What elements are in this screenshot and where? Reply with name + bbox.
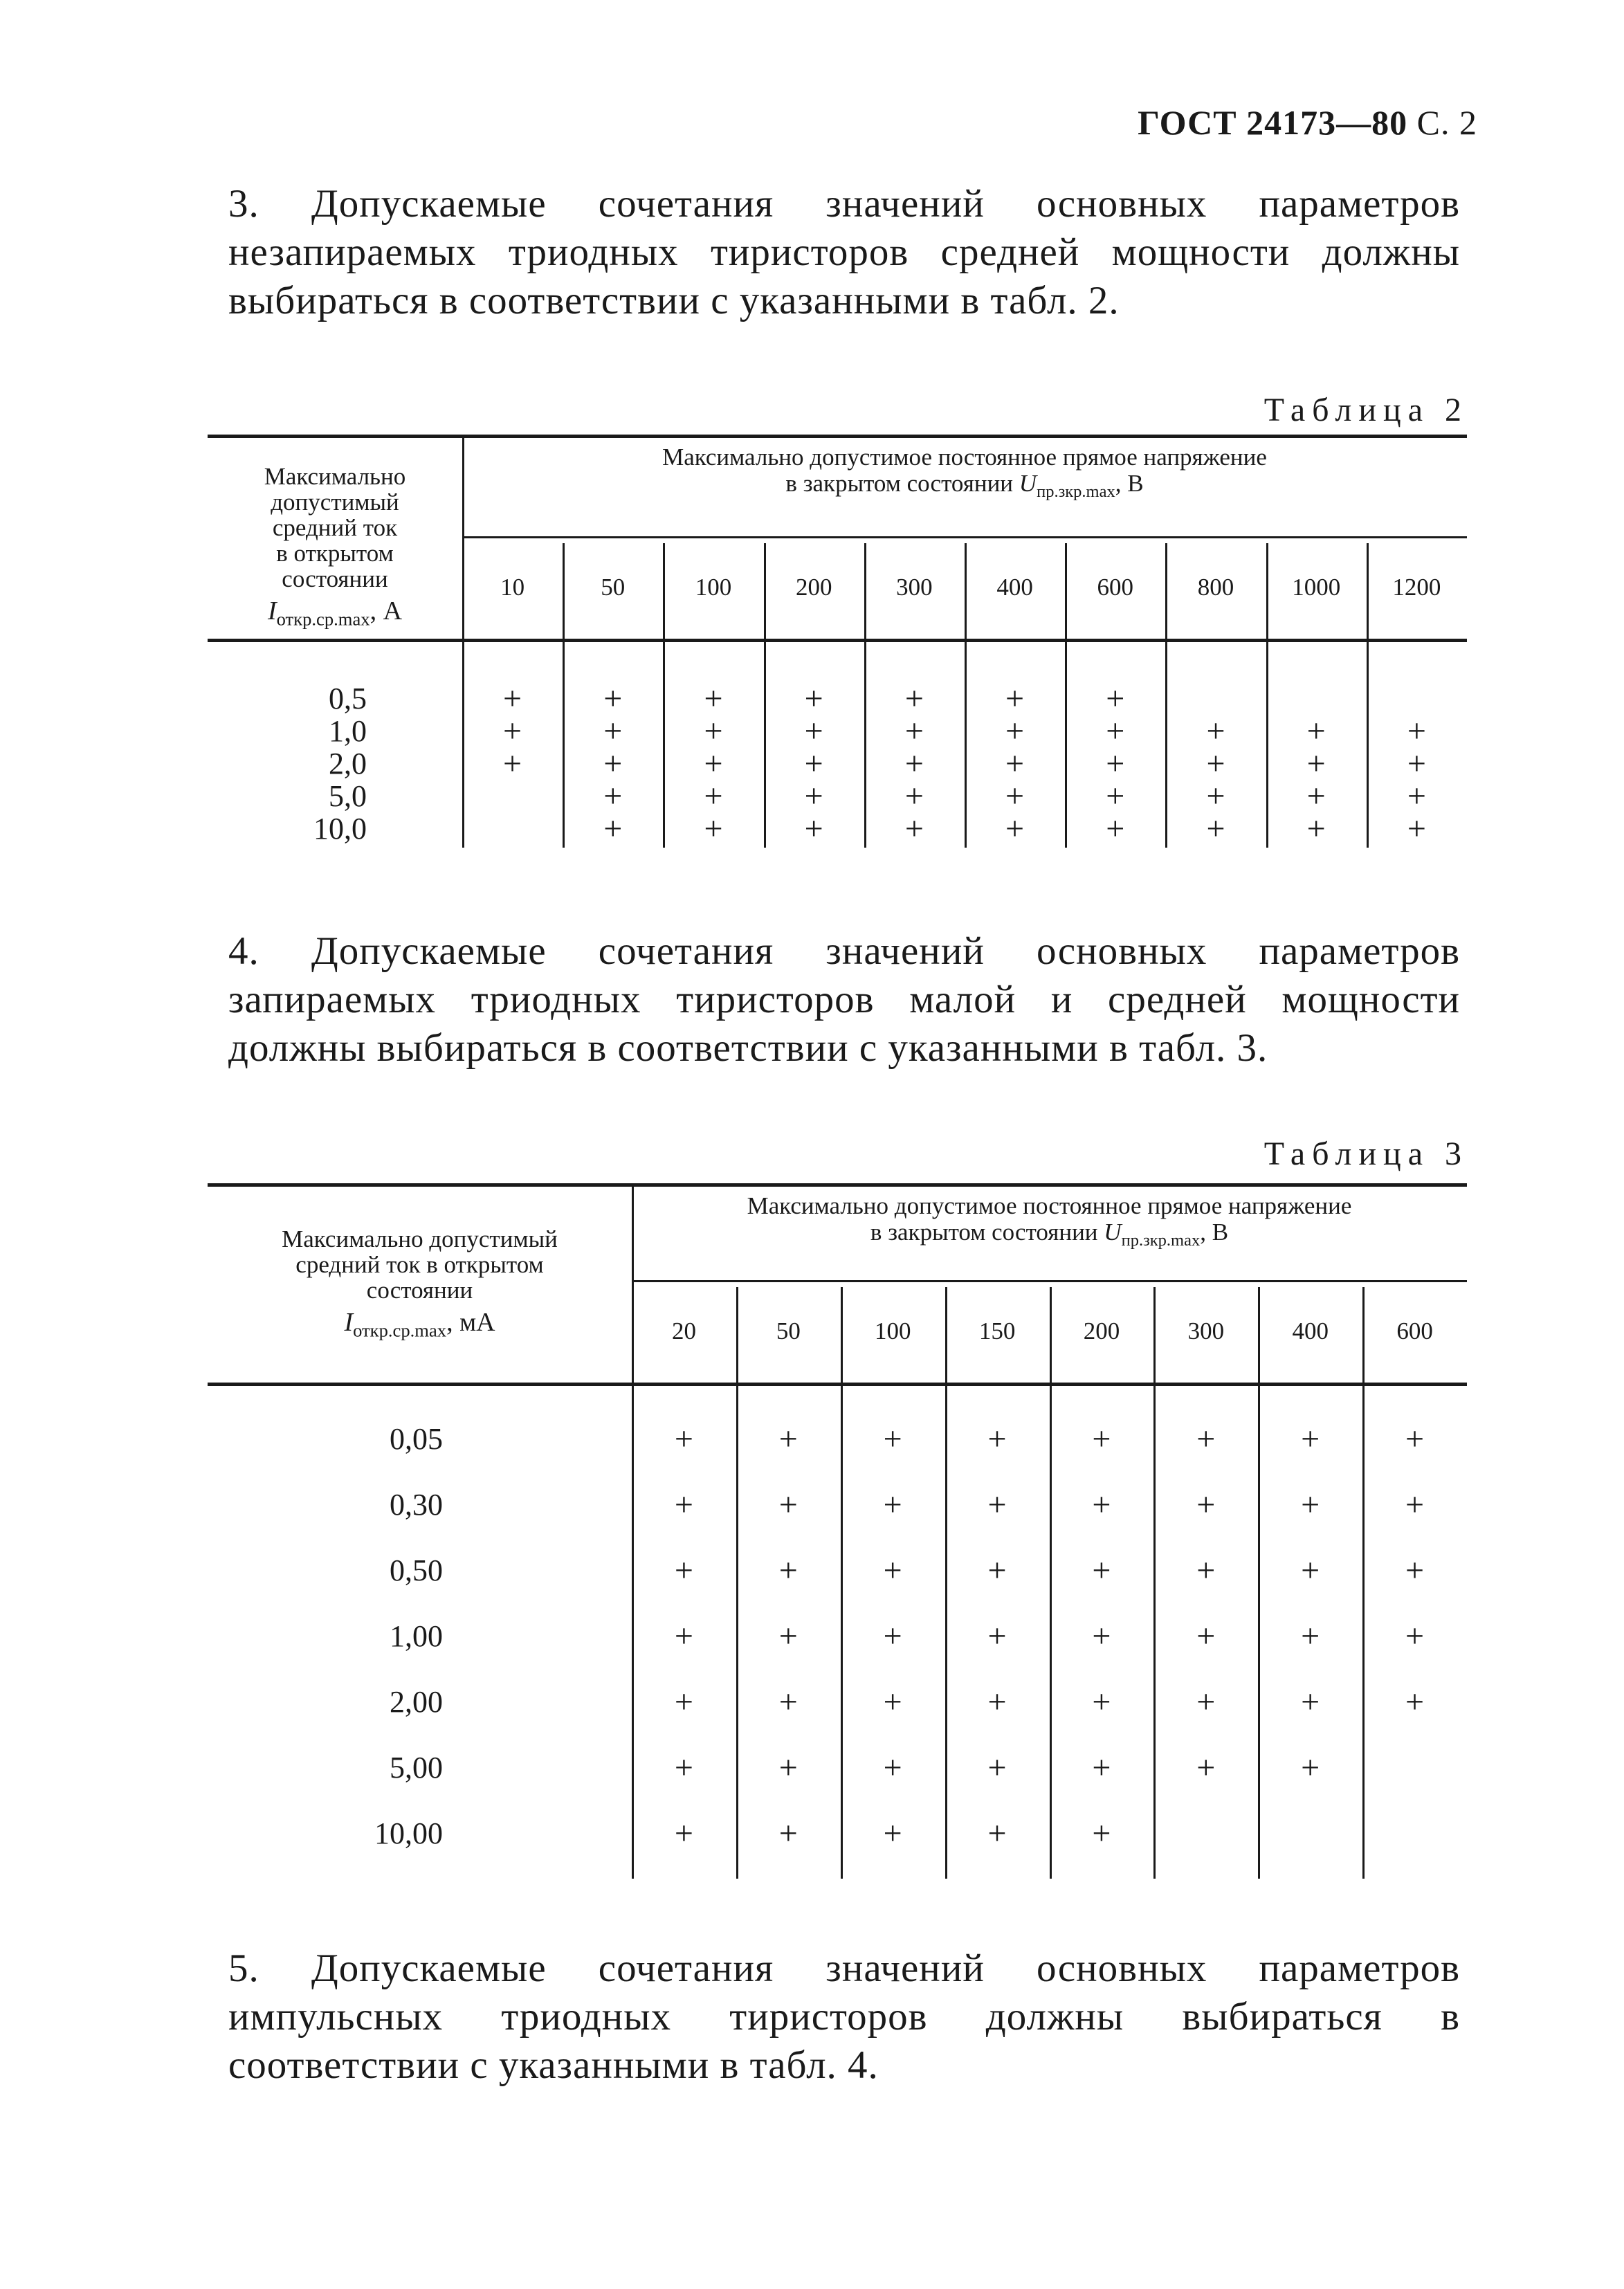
cell-mark: + (804, 745, 823, 782)
cell-mark: + (1092, 1486, 1111, 1523)
cell-mark: + (503, 680, 522, 717)
cell-mark: + (603, 680, 623, 717)
cell-mark: + (603, 810, 623, 847)
column-value: 10 (500, 574, 525, 601)
column-value: 200 (1083, 1317, 1120, 1344)
page-number: С. 2 (1416, 103, 1477, 142)
cell-mark: + (1005, 810, 1025, 847)
header-bottom-rule (208, 639, 1467, 642)
cell-mark: + (904, 778, 924, 814)
row-value: 2,0 (329, 747, 367, 781)
symbol-subscript: откр.ср.max (276, 608, 370, 630)
column-header-line-1: Максимально допустимое постоянное прямое напряжение (747, 1192, 1352, 1219)
cell-mark: + (1306, 778, 1326, 814)
cell-mark: + (1005, 745, 1025, 782)
column-value: 1200 (1392, 574, 1441, 601)
cell-mark: + (1405, 1618, 1425, 1654)
cell-mark: + (1206, 810, 1225, 847)
cell-mark: + (674, 1421, 693, 1457)
cell-mark: + (1405, 1486, 1425, 1523)
cell-mark: + (987, 1684, 1007, 1720)
cell-mark: + (674, 1684, 693, 1720)
row-header-line: допустимый (271, 489, 399, 516)
column-value: 1000 (1292, 574, 1341, 601)
row-value: 0,5 (329, 682, 367, 715)
cell-mark: + (987, 1421, 1007, 1457)
column-value: 100 (695, 574, 732, 601)
row-header-line: средний ток (272, 514, 398, 541)
cell-mark: + (1301, 1421, 1320, 1457)
cell-mark: + (904, 745, 924, 782)
symbol-subscript: пр.зкр.max (1037, 482, 1115, 501)
column-value: 50 (601, 574, 626, 601)
column-value: 600 (1396, 1317, 1433, 1344)
cell-mark: + (674, 1749, 693, 1786)
cell-mark: + (883, 1552, 902, 1589)
column-value: 400 (1292, 1317, 1329, 1344)
cell-mark: + (1196, 1552, 1216, 1589)
cell-mark: + (904, 810, 924, 847)
cell-mark: + (1206, 745, 1225, 782)
column-header-line-2 (632, 1219, 1467, 1253)
cell-mark: + (1196, 1618, 1216, 1654)
row-value: 0,05 (390, 1422, 443, 1456)
row-header-line: средний ток в открытом (295, 1251, 544, 1278)
cell-mark: + (883, 1749, 902, 1786)
cell-mark: + (1306, 713, 1326, 749)
column-value: 100 (874, 1317, 911, 1344)
column-header-rule (462, 536, 1467, 538)
cell-mark: + (883, 1421, 902, 1457)
cell-mark: + (904, 680, 924, 717)
row-value: 10,0 (313, 812, 367, 846)
symbol: U (1104, 1219, 1122, 1246)
symbol: I (344, 1308, 354, 1337)
cell-mark: + (704, 778, 723, 814)
cell-mark: + (1005, 713, 1025, 749)
cell-mark: + (1301, 1749, 1320, 1786)
row-value: 0,50 (390, 1553, 443, 1587)
column-value: 300 (896, 574, 933, 601)
cell-mark: + (987, 1749, 1007, 1786)
column-value: 600 (1097, 574, 1134, 601)
column-value: 150 (978, 1317, 1016, 1344)
cell-mark: + (804, 680, 823, 717)
cell-mark: + (778, 1421, 798, 1457)
col-header-text: в закрытом состоянии (870, 1219, 1104, 1246)
cell-mark: + (704, 713, 723, 749)
cell-mark: + (987, 1618, 1007, 1654)
cell-mark: + (1407, 810, 1426, 847)
cell-mark: + (1092, 1815, 1111, 1852)
cell-mark: + (778, 1552, 798, 1589)
cell-mark: + (883, 1684, 902, 1720)
page-header (1138, 102, 1477, 143)
column-value: 20 (671, 1317, 696, 1344)
cell-mark: + (674, 1486, 693, 1523)
row-value: 0,30 (390, 1488, 443, 1522)
cell-mark: + (987, 1552, 1007, 1589)
cell-mark: + (778, 1815, 798, 1852)
cell-mark: + (1301, 1618, 1320, 1654)
column-value: 400 (996, 574, 1033, 601)
cell-mark: + (674, 1618, 693, 1654)
cell-mark: + (883, 1486, 902, 1523)
cell-mark: + (704, 810, 723, 847)
cell-mark: + (883, 1815, 902, 1852)
symbol-subscript: откр.ср.max (353, 1320, 447, 1341)
column-header-line-1: Максимально допустимое постоянное прямое напряжение (662, 444, 1267, 471)
row-header-symbol (208, 1308, 632, 1344)
cell-mark: + (1106, 713, 1125, 749)
cell-mark: + (1196, 1749, 1216, 1786)
cell-mark: + (1407, 778, 1426, 814)
cell-mark: + (904, 713, 924, 749)
row-value: 2,00 (390, 1685, 443, 1719)
cell-mark: + (987, 1486, 1007, 1523)
cell-mark: + (1092, 1684, 1111, 1720)
cell-mark: + (503, 745, 522, 782)
cell-mark: + (1092, 1552, 1111, 1589)
table-top-rule (208, 435, 1467, 438)
row-value: 1,0 (329, 714, 367, 748)
table-3-caption: Таблица 3 (1263, 1136, 1468, 1172)
row-header-symbol (208, 597, 462, 633)
cell-mark: + (778, 1486, 798, 1523)
cell-mark: + (1306, 810, 1326, 847)
cell-mark: + (1405, 1552, 1425, 1589)
column-value: 200 (795, 574, 832, 601)
column-header-line-2 (462, 471, 1467, 504)
cell-mark: + (1092, 1421, 1111, 1457)
cell-mark: + (1301, 1486, 1320, 1523)
cell-mark: + (704, 680, 723, 717)
paragraph-4: 4. Допускаемые сочетания значений основных параметров запираемых триодных тиристоров малой и средней мощности должны выбираться в соответствии с указанными в табл. 3. (228, 929, 1460, 1070)
cell-mark: + (1106, 778, 1125, 814)
cell-mark: + (1206, 713, 1225, 749)
cell-mark: + (1196, 1486, 1216, 1523)
unit: , В (1200, 1219, 1229, 1246)
cell-mark: + (1405, 1684, 1425, 1720)
cell-mark: + (1106, 810, 1125, 847)
cell-mark: + (1196, 1684, 1216, 1720)
cell-mark: + (603, 745, 623, 782)
cell-mark: + (1407, 713, 1426, 749)
row-value: 5,0 (329, 779, 367, 813)
cell-mark: + (1306, 745, 1326, 782)
row-header-line: состоянии (366, 1277, 473, 1304)
unit: , А (369, 596, 403, 626)
cell-mark: + (1407, 745, 1426, 782)
column-value: 800 (1197, 574, 1234, 601)
cell-mark: + (804, 810, 823, 847)
column-value: 300 (1187, 1317, 1225, 1344)
row-value: 5,00 (390, 1751, 443, 1785)
cell-mark: + (1005, 778, 1025, 814)
cell-mark: + (778, 1684, 798, 1720)
cell-mark: + (603, 713, 623, 749)
header-bottom-rule (208, 1383, 1467, 1386)
row-value: 10,00 (374, 1816, 443, 1850)
col-header-text: в закрытом состоянии (785, 470, 1019, 497)
cell-mark: + (1206, 778, 1225, 814)
cell-mark: + (1092, 1618, 1111, 1654)
cell-mark: + (1301, 1684, 1320, 1720)
table-2-caption: Таблица 2 (1263, 392, 1468, 428)
row-header-line: Максимально допустимый (282, 1225, 558, 1252)
unit: , В (1115, 470, 1144, 497)
unit: , мА (446, 1308, 495, 1337)
paragraph-5: 5. Допускаемые сочетания значений основных параметров импульсных триодных тиристоров должны выбираться в соответствии с указанными в табл. 4. (228, 1946, 1460, 2087)
cell-mark: + (503, 713, 522, 749)
cell-mark: + (603, 778, 623, 814)
row-header-line: в открытом (276, 540, 394, 567)
row-header-line: состоянии (282, 565, 388, 592)
table-top-rule (208, 1183, 1467, 1187)
symbol-subscript: пр.зкр.max (1121, 1231, 1201, 1250)
cell-mark: + (778, 1618, 798, 1654)
cell-mark: + (1301, 1552, 1320, 1589)
column-value: 50 (776, 1317, 801, 1344)
cell-mark: + (1092, 1749, 1111, 1786)
row-value: 1,00 (390, 1619, 443, 1653)
cell-mark: + (1005, 680, 1025, 717)
cell-mark: + (674, 1815, 693, 1852)
cell-mark: + (1196, 1421, 1216, 1457)
cell-mark: + (1106, 680, 1125, 717)
cell-mark: + (674, 1552, 693, 1589)
paragraph-3: 3. Допускаемые сочетания значений основных параметров незапираемых триодных тиристоров средней мощности должны выбираться в соответствии с указанными в табл. 2. (228, 182, 1460, 322)
row-header-line: Максимально (264, 463, 406, 490)
cell-mark: + (804, 713, 823, 749)
cell-mark: + (1106, 745, 1125, 782)
cell-mark: + (778, 1749, 798, 1786)
standard-number: ГОСТ 24173—80 (1138, 103, 1408, 142)
symbol: U (1019, 470, 1037, 497)
cell-mark: + (804, 778, 823, 814)
cell-mark: + (1405, 1421, 1425, 1457)
cell-mark: + (883, 1618, 902, 1654)
cell-mark: + (987, 1815, 1007, 1852)
symbol: I (267, 596, 277, 626)
column-header-rule (632, 1280, 1467, 1282)
cell-mark: + (704, 745, 723, 782)
